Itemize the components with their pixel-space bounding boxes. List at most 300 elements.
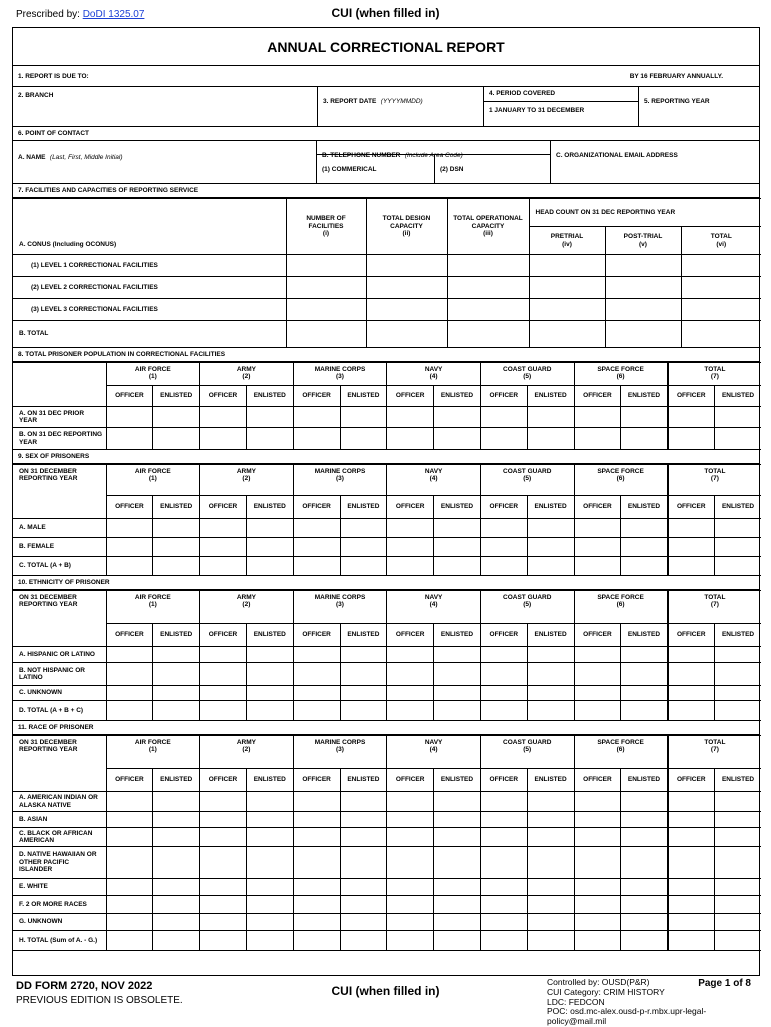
data-cell[interactable] (293, 914, 340, 931)
data-cell[interactable] (668, 914, 715, 931)
data-cell[interactable] (340, 828, 387, 847)
data-cell[interactable] (621, 407, 668, 428)
service-header: COAST GUARD (5) (480, 736, 574, 769)
data-cell[interactable] (153, 407, 200, 428)
data-cell[interactable] (527, 879, 574, 896)
data-cell[interactable] (200, 519, 247, 538)
data-cell[interactable] (527, 792, 574, 812)
data-cell[interactable] (434, 931, 481, 951)
data-cell[interactable] (480, 407, 527, 428)
table-row (13, 812, 761, 828)
data-cell[interactable] (387, 847, 434, 879)
table-row (13, 701, 761, 721)
col-design-capacity: TOTAL DESIGN CAPACITY (ii) (366, 199, 447, 255)
data-cell[interactable] (714, 686, 761, 701)
data-cell[interactable] (574, 701, 621, 721)
officer-header: OFFICER (480, 496, 527, 519)
service-header: SPACE FORCE (6) (574, 591, 668, 624)
data-cell[interactable] (714, 828, 761, 847)
data-cell[interactable] (293, 812, 340, 828)
data-cell[interactable] (153, 663, 200, 686)
report-date-field[interactable] (317, 87, 483, 126)
data-cell[interactable] (714, 701, 761, 721)
data-cell[interactable] (574, 879, 621, 896)
data-cell[interactable] (387, 647, 434, 663)
data-cell[interactable] (106, 914, 153, 931)
data-cell[interactable] (340, 663, 387, 686)
data-cell[interactable] (106, 519, 153, 538)
data-cell[interactable] (340, 557, 387, 576)
data-cell[interactable] (387, 896, 434, 914)
data-cell[interactable] (434, 428, 481, 450)
enlisted-header: ENLISTED (340, 624, 387, 647)
data-cell[interactable] (668, 812, 715, 828)
enlisted-header: ENLISTED (714, 624, 761, 647)
data-cell[interactable] (340, 701, 387, 721)
data-cell[interactable] (621, 428, 668, 450)
row-label: (3) LEVEL 3 CORRECTIONAL FACILITIES (13, 299, 286, 321)
table-corner: ON 31 DECEMBER REPORTING YEAR (13, 465, 106, 519)
data-cell[interactable] (574, 538, 621, 557)
data-cell[interactable] (621, 828, 668, 847)
data-cell[interactable] (246, 914, 293, 931)
data-cell[interactable] (200, 879, 247, 896)
data-cell[interactable] (668, 847, 715, 879)
data-cell[interactable] (621, 792, 668, 812)
item11-title: 11. RACE OF PRISONER (13, 721, 759, 735)
data-cell[interactable] (340, 647, 387, 663)
service-header: NAVY (4) (387, 363, 481, 386)
data-cell[interactable] (668, 407, 715, 428)
data-cell[interactable] (293, 879, 340, 896)
data-cell[interactable] (293, 686, 340, 701)
data-cell[interactable] (387, 828, 434, 847)
data-cell[interactable] (527, 428, 574, 450)
enlisted-header: ENLISTED (621, 386, 668, 407)
officer-header: OFFICER (200, 624, 247, 647)
table-row (13, 407, 761, 428)
data-cell[interactable] (574, 792, 621, 812)
data-cell[interactable] (434, 792, 481, 812)
data-cell[interactable] (200, 538, 247, 557)
data-cell[interactable] (340, 538, 387, 557)
table-row (13, 538, 761, 557)
data-cell[interactable] (106, 557, 153, 576)
data-cell[interactable] (480, 879, 527, 896)
data-cell[interactable] (668, 686, 715, 701)
data-cell[interactable] (293, 519, 340, 538)
data-cell[interactable] (293, 407, 340, 428)
data-cell[interactable] (246, 701, 293, 721)
data-cell[interactable] (574, 914, 621, 931)
data-cell[interactable] (668, 663, 715, 686)
data-cell[interactable] (668, 701, 715, 721)
data-cell[interactable] (200, 663, 247, 686)
data-cell[interactable] (246, 812, 293, 828)
data-cell[interactable] (714, 914, 761, 931)
data-cell[interactable] (340, 519, 387, 538)
data-cell[interactable] (246, 828, 293, 847)
enlisted-header: ENLISTED (434, 496, 481, 519)
data-cell[interactable] (340, 847, 387, 879)
data-cell[interactable] (621, 847, 668, 879)
data-cell[interactable] (574, 896, 621, 914)
data-cell[interactable] (246, 647, 293, 663)
data-cell[interactable] (574, 828, 621, 847)
data-cell[interactable] (106, 828, 153, 847)
data-cell[interactable] (387, 663, 434, 686)
data-cell[interactable] (621, 686, 668, 701)
data-cell[interactable] (200, 914, 247, 931)
data-cell[interactable] (293, 701, 340, 721)
data-cell[interactable] (574, 557, 621, 576)
officer-header: OFFICER (106, 624, 153, 647)
data-cell[interactable] (106, 701, 153, 721)
data-cell[interactable] (714, 557, 761, 576)
data-cell[interactable] (527, 812, 574, 828)
data-cell[interactable] (387, 519, 434, 538)
data-cell[interactable] (153, 538, 200, 557)
data-cell[interactable] (153, 647, 200, 663)
commercial-field[interactable] (317, 154, 434, 183)
data-cell[interactable] (153, 792, 200, 812)
data-cell[interactable] (153, 828, 200, 847)
data-cell[interactable] (434, 647, 481, 663)
data-cell[interactable] (246, 792, 293, 812)
data-cell[interactable] (621, 701, 668, 721)
data-cell[interactable] (200, 701, 247, 721)
reporting-year-label: 5. REPORTING YEAR (644, 98, 710, 105)
data-cell[interactable] (574, 407, 621, 428)
data-cell[interactable] (668, 538, 715, 557)
data-cell[interactable] (527, 914, 574, 931)
data-cell[interactable] (434, 914, 481, 931)
data-cell[interactable] (153, 519, 200, 538)
data-cell[interactable] (434, 812, 481, 828)
enlisted-header: ENLISTED (527, 386, 574, 407)
data-cell[interactable] (434, 896, 481, 914)
data-cell[interactable] (621, 538, 668, 557)
service-header: NAVY (4) (387, 465, 481, 496)
cui-marking-top: CUI (when filled in) (331, 6, 440, 20)
table-row (13, 277, 761, 299)
officer-header: OFFICER (293, 496, 340, 519)
data-cell[interactable] (714, 931, 761, 951)
data-cell[interactable] (434, 557, 481, 576)
data-cell[interactable] (527, 519, 574, 538)
data-cell[interactable] (480, 686, 527, 701)
data-cell[interactable] (714, 407, 761, 428)
service-header: AIR FORCE (1) (106, 363, 200, 386)
data-cell[interactable] (527, 538, 574, 557)
data-cell[interactable] (621, 931, 668, 951)
prescribed-by: Prescribed by: DoDI 1325.07 (16, 9, 145, 20)
data-cell[interactable] (293, 896, 340, 914)
data-cell[interactable] (714, 812, 761, 828)
data-cell[interactable] (621, 812, 668, 828)
data-cell[interactable] (621, 896, 668, 914)
data-cell[interactable] (153, 896, 200, 914)
data-cell[interactable] (387, 879, 434, 896)
data-cell[interactable] (621, 663, 668, 686)
row-label: C. TOTAL (A + B) (13, 557, 106, 576)
table-row (13, 931, 761, 951)
data-cell[interactable] (293, 647, 340, 663)
data-cell[interactable] (200, 557, 247, 576)
data-cell[interactable] (480, 538, 527, 557)
data-cell[interactable] (246, 931, 293, 951)
data-cell[interactable] (574, 812, 621, 828)
data-cell[interactable] (527, 847, 574, 879)
data-cell[interactable] (714, 519, 761, 538)
poc-email-field[interactable] (550, 141, 759, 183)
enlisted-header: ENLISTED (434, 624, 481, 647)
officer-header: OFFICER (574, 386, 621, 407)
data-cell[interactable] (480, 557, 527, 576)
data-cell[interactable] (714, 879, 761, 896)
data-cell[interactable] (574, 663, 621, 686)
data-cell[interactable] (574, 847, 621, 879)
data-cell[interactable] (340, 686, 387, 701)
data-cell[interactable] (668, 557, 715, 576)
data-cell[interactable] (668, 792, 715, 812)
data-cell[interactable] (714, 663, 761, 686)
data-cell[interactable] (434, 519, 481, 538)
enlisted-header: ENLISTED (714, 769, 761, 792)
data-cell[interactable] (434, 686, 481, 701)
data-cell[interactable] (153, 428, 200, 450)
data-cell[interactable] (668, 519, 715, 538)
data-cell[interactable] (293, 557, 340, 576)
table-corner (13, 363, 106, 407)
row-label: (1) LEVEL 1 CORRECTIONAL FACILITIES (13, 255, 286, 277)
data-cell[interactable] (480, 519, 527, 538)
officer-header: OFFICER (293, 769, 340, 792)
data-cell[interactable] (153, 931, 200, 951)
data-cell[interactable] (480, 428, 527, 450)
data-cell[interactable] (246, 538, 293, 557)
data-cell[interactable] (434, 847, 481, 879)
data-cell[interactable] (106, 428, 153, 450)
data-cell[interactable] (714, 428, 761, 450)
prisoner-sections (13, 348, 759, 951)
data-cell[interactable] (434, 879, 481, 896)
data-cell[interactable] (246, 686, 293, 701)
data-cell[interactable] (668, 647, 715, 663)
data-cell[interactable] (387, 914, 434, 931)
data-cell[interactable] (293, 931, 340, 951)
data-cell[interactable] (106, 647, 153, 663)
data-cell[interactable] (714, 896, 761, 914)
officer-header: OFFICER (480, 769, 527, 792)
dodi-link[interactable]: DoDI 1325.07 (82, 9, 145, 20)
data-cell[interactable] (434, 407, 481, 428)
data-cell[interactable] (200, 812, 247, 828)
data-cell[interactable] (153, 847, 200, 879)
data-cell[interactable] (714, 792, 761, 812)
data-cell[interactable] (387, 931, 434, 951)
page-footer (14, 977, 757, 1027)
data-cell[interactable] (714, 647, 761, 663)
data-cell[interactable] (527, 828, 574, 847)
data-cell[interactable] (621, 647, 668, 663)
data-cell[interactable] (480, 828, 527, 847)
data-cell[interactable] (246, 407, 293, 428)
data-cell[interactable] (293, 828, 340, 847)
data-cell[interactable] (106, 812, 153, 828)
data-cell[interactable] (527, 701, 574, 721)
data-cell[interactable] (153, 686, 200, 701)
data-cell[interactable] (668, 428, 715, 450)
data-cell[interactable] (480, 914, 527, 931)
data-cell[interactable] (480, 663, 527, 686)
data-cell[interactable] (106, 847, 153, 879)
data-cell[interactable] (527, 931, 574, 951)
data-cell[interactable] (246, 519, 293, 538)
data-cell[interactable] (668, 828, 715, 847)
data-cell[interactable] (714, 847, 761, 879)
officer-header: OFFICER (387, 386, 434, 407)
period-field (483, 87, 638, 126)
data-cell[interactable] (480, 647, 527, 663)
data-cell[interactable] (200, 647, 247, 663)
data-cell[interactable] (200, 407, 247, 428)
data-cell[interactable] (293, 847, 340, 879)
data-cell[interactable] (200, 828, 247, 847)
data-cell[interactable] (340, 931, 387, 951)
data-cell[interactable] (668, 931, 715, 951)
data-cell[interactable] (387, 557, 434, 576)
service-header: MARINE CORPS (3) (293, 736, 387, 769)
data-cell[interactable] (153, 914, 200, 931)
data-cell[interactable] (200, 428, 247, 450)
data-cell[interactable] (527, 647, 574, 663)
data-cell[interactable] (434, 538, 481, 557)
data-cell[interactable] (246, 847, 293, 879)
data-cell[interactable] (340, 407, 387, 428)
data-cell[interactable] (527, 896, 574, 914)
data-cell[interactable] (246, 879, 293, 896)
data-cell[interactable] (434, 663, 481, 686)
data-cell[interactable] (246, 557, 293, 576)
data-cell[interactable] (434, 828, 481, 847)
item6-title: 6. POINT OF CONTACT (13, 127, 759, 141)
data-cell[interactable] (387, 407, 434, 428)
data-cell[interactable] (527, 407, 574, 428)
officer-header: OFFICER (574, 624, 621, 647)
data-cell[interactable] (200, 792, 247, 812)
data-cell[interactable] (153, 701, 200, 721)
data-cell[interactable] (153, 812, 200, 828)
item2-row[interactable] (13, 87, 759, 127)
col-total: TOTAL (vi) (681, 227, 761, 255)
officer-header: OFFICER (293, 386, 340, 407)
data-cell[interactable] (340, 812, 387, 828)
data-cell[interactable] (621, 879, 668, 896)
row-label: B. TOTAL (13, 321, 286, 348)
table-row (13, 299, 761, 321)
data-cell[interactable] (480, 792, 527, 812)
data-cell[interactable] (106, 686, 153, 701)
data-cell[interactable] (387, 686, 434, 701)
data-cell[interactable] (574, 686, 621, 701)
service-header: AIR FORCE (1) (106, 465, 200, 496)
data-cell[interactable] (480, 896, 527, 914)
data-cell[interactable] (153, 557, 200, 576)
data-cell[interactable] (480, 812, 527, 828)
service-header: TOTAL (7) (668, 591, 762, 624)
data-cell[interactable] (200, 847, 247, 879)
data-cell[interactable] (106, 407, 153, 428)
data-cell[interactable] (387, 538, 434, 557)
data-cell[interactable] (293, 663, 340, 686)
data-cell[interactable] (574, 647, 621, 663)
data-cell[interactable] (246, 428, 293, 450)
data-cell[interactable] (527, 686, 574, 701)
data-cell[interactable] (668, 879, 715, 896)
form-title: ANNUAL CORRECTIONAL REPORT (13, 28, 759, 66)
data-cell[interactable] (200, 686, 247, 701)
data-cell[interactable] (714, 538, 761, 557)
data-cell[interactable] (106, 538, 153, 557)
data-cell[interactable] (574, 428, 621, 450)
data-cell[interactable] (387, 812, 434, 828)
enlisted-header: ENLISTED (153, 624, 200, 647)
data-cell[interactable] (340, 879, 387, 896)
data-cell[interactable] (340, 792, 387, 812)
data-cell[interactable] (480, 701, 527, 721)
data-cell[interactable] (574, 931, 621, 951)
data-cell[interactable] (434, 701, 481, 721)
data-cell[interactable] (106, 879, 153, 896)
data-cell[interactable] (340, 896, 387, 914)
data-cell[interactable] (387, 428, 434, 450)
data-cell[interactable] (200, 931, 247, 951)
data-cell[interactable] (387, 792, 434, 812)
data-cell[interactable] (200, 896, 247, 914)
data-cell[interactable] (668, 896, 715, 914)
data-cell[interactable] (293, 428, 340, 450)
data-cell[interactable] (153, 879, 200, 896)
dsn-field[interactable] (434, 154, 550, 183)
data-cell[interactable] (106, 792, 153, 812)
data-cell[interactable] (621, 557, 668, 576)
data-cell[interactable] (106, 931, 153, 951)
data-cell[interactable] (527, 557, 574, 576)
service-header: MARINE CORPS (3) (293, 465, 387, 496)
officer-header: OFFICER (200, 496, 247, 519)
data-cell[interactable] (246, 896, 293, 914)
data-cell[interactable] (106, 663, 153, 686)
data-cell[interactable] (246, 663, 293, 686)
data-cell[interactable] (293, 538, 340, 557)
data-cell[interactable] (621, 519, 668, 538)
table-corner: ON 31 DECEMBER REPORTING YEAR (13, 591, 106, 647)
data-cell[interactable] (387, 701, 434, 721)
data-cell[interactable] (106, 896, 153, 914)
data-cell[interactable] (480, 847, 527, 879)
data-cell[interactable] (527, 663, 574, 686)
service-header: COAST GUARD (5) (480, 363, 574, 386)
data-cell[interactable] (574, 519, 621, 538)
data-cell[interactable] (340, 914, 387, 931)
data-cell[interactable] (340, 428, 387, 450)
data-cell[interactable] (480, 931, 527, 951)
poc-name-field[interactable] (18, 146, 123, 164)
data-cell[interactable] (293, 792, 340, 812)
data-cell[interactable] (621, 914, 668, 931)
reporting-year-field[interactable] (638, 87, 759, 126)
